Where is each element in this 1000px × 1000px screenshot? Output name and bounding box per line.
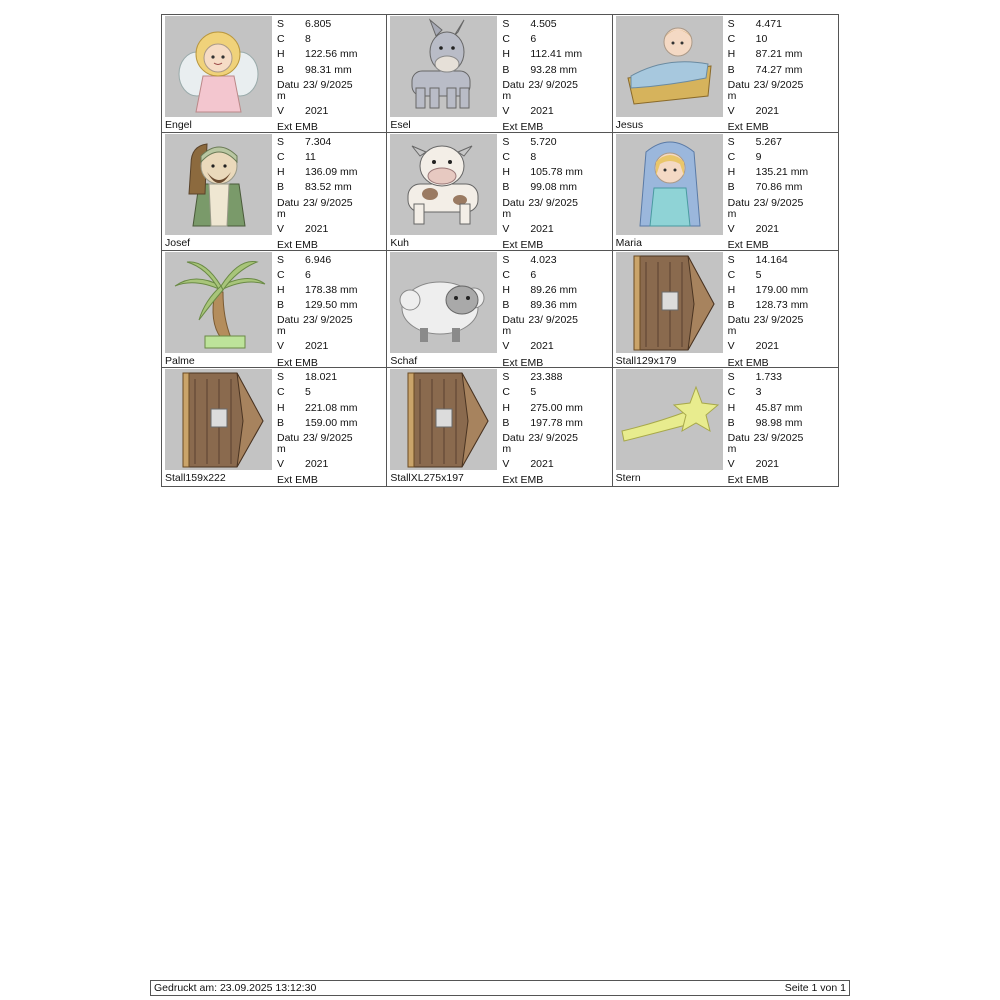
design-stats bbox=[502, 370, 609, 486]
extension-label: Ext bbox=[727, 474, 743, 486]
stitches-label: S bbox=[727, 371, 735, 384]
donkey-icon bbox=[390, 16, 497, 117]
date-label: Datum bbox=[502, 314, 525, 338]
width-value: 98.31 mm bbox=[305, 63, 352, 76]
design-stats bbox=[277, 253, 384, 369]
version-value: 2021 bbox=[305, 458, 329, 471]
design-thumbnail bbox=[390, 134, 497, 235]
stitches-label: S bbox=[502, 371, 510, 384]
width-label: B bbox=[727, 181, 735, 194]
design-card bbox=[387, 15, 612, 133]
design-name: Maria bbox=[615, 236, 642, 249]
colors-label: C bbox=[727, 386, 736, 399]
date-value: 23/ 9/2025 bbox=[753, 78, 804, 91]
extension-value: EMB bbox=[745, 121, 769, 133]
extension-value: EMB bbox=[520, 474, 544, 486]
width-label: B bbox=[727, 63, 735, 76]
design-name: Esel bbox=[390, 119, 411, 131]
height-value: 87.21 mm bbox=[755, 48, 803, 61]
width-value: 197.78 mm bbox=[530, 416, 583, 429]
colors-value: 8 bbox=[305, 33, 311, 46]
height-label: H bbox=[727, 401, 736, 414]
date-value: 23/ 9/2025 bbox=[528, 78, 578, 91]
width-label: B bbox=[502, 299, 510, 312]
date-label: Datum bbox=[502, 196, 525, 220]
height-value: 135.21 mm bbox=[755, 166, 809, 179]
stitches-label: S bbox=[727, 253, 735, 266]
stitches-value: 4.505 bbox=[530, 18, 557, 30]
stitches-label: S bbox=[277, 135, 285, 148]
width-value: 83.52 mm bbox=[305, 181, 352, 194]
design-grid bbox=[161, 14, 839, 487]
colors-label: C bbox=[502, 33, 510, 46]
design-thumbnail bbox=[616, 369, 723, 470]
design-name: Josef bbox=[165, 236, 191, 249]
extension-value: EMB bbox=[520, 121, 544, 133]
width-value: 70.86 mm bbox=[755, 181, 803, 194]
page-footer bbox=[150, 980, 850, 996]
version-value: 2021 bbox=[305, 340, 329, 353]
shooting-star-icon bbox=[616, 369, 723, 470]
stitches-label: S bbox=[277, 371, 285, 384]
width-label: B bbox=[727, 416, 735, 429]
extension-value: EMB bbox=[295, 474, 318, 486]
design-card bbox=[162, 251, 387, 369]
stitches-value: 7.304 bbox=[305, 135, 332, 148]
date-value: 23/ 9/2025 bbox=[303, 432, 353, 445]
design-name: Stall159x222 bbox=[165, 472, 226, 485]
design-name: Stall129x179 bbox=[615, 354, 677, 367]
date-value: 23/ 9/2025 bbox=[528, 314, 578, 327]
stitches-label: S bbox=[502, 135, 510, 148]
colors-label: C bbox=[277, 268, 285, 281]
stitches-label: S bbox=[277, 253, 285, 266]
extension-value: EMB bbox=[745, 356, 769, 369]
version-label: V bbox=[727, 340, 735, 353]
design-card bbox=[387, 251, 612, 369]
version-label: V bbox=[277, 340, 285, 353]
cow-icon bbox=[390, 134, 497, 235]
design-card bbox=[162, 133, 387, 251]
design-thumbnail bbox=[390, 369, 497, 470]
design-card bbox=[162, 15, 387, 133]
extension-label: Ext bbox=[502, 121, 518, 133]
colors-label: C bbox=[727, 268, 736, 281]
width-value: 129.50 mm bbox=[305, 299, 358, 312]
design-thumbnail bbox=[390, 16, 497, 117]
baby-jesus-icon bbox=[616, 16, 723, 117]
extension-label: Ext bbox=[277, 238, 293, 251]
version-label: V bbox=[727, 222, 735, 235]
extension-value: EMB bbox=[295, 356, 318, 369]
stitches-label: S bbox=[502, 18, 510, 30]
version-value: 2021 bbox=[755, 340, 780, 353]
version-value: 2021 bbox=[755, 104, 780, 117]
width-value: 93.28 mm bbox=[530, 63, 578, 76]
colors-label: C bbox=[502, 150, 510, 163]
design-stats bbox=[727, 370, 836, 486]
date-value: 23/ 9/2025 bbox=[303, 314, 353, 327]
colors-value: 6 bbox=[530, 33, 537, 46]
date-label: Datum bbox=[277, 432, 300, 456]
date-value: 23/ 9/2025 bbox=[528, 432, 578, 445]
version-label: V bbox=[277, 104, 285, 117]
date-label: Datum bbox=[727, 314, 750, 338]
width-label: B bbox=[502, 181, 510, 194]
version-label: V bbox=[502, 104, 510, 117]
design-card bbox=[613, 251, 838, 369]
colors-value: 5 bbox=[305, 386, 311, 399]
height-value: 122.56 mm bbox=[305, 48, 358, 61]
version-label: V bbox=[502, 222, 510, 235]
design-stats bbox=[727, 253, 836, 369]
stitches-value: 1.733 bbox=[755, 371, 782, 384]
colors-value: 8 bbox=[530, 150, 537, 163]
width-label: B bbox=[277, 63, 285, 76]
design-stats bbox=[502, 253, 609, 369]
version-value: 2021 bbox=[305, 222, 329, 235]
date-label: Datum bbox=[502, 432, 525, 456]
width-label: B bbox=[727, 299, 735, 312]
stitches-value: 6.946 bbox=[305, 253, 332, 266]
stitches-value: 5.720 bbox=[530, 135, 557, 148]
version-label: V bbox=[502, 340, 510, 353]
version-label: V bbox=[502, 458, 510, 471]
design-stats bbox=[502, 17, 609, 133]
extension-label: Ext bbox=[277, 356, 293, 369]
width-value: 98.98 mm bbox=[755, 416, 803, 429]
colors-value: 10 bbox=[755, 33, 768, 46]
height-value: 221.08 mm bbox=[305, 401, 358, 414]
design-thumbnail bbox=[165, 369, 272, 470]
height-label: H bbox=[502, 166, 510, 179]
design-name: StallXL275x197 bbox=[390, 472, 464, 485]
height-value: 89.26 mm bbox=[530, 283, 578, 296]
colors-value: 6 bbox=[530, 268, 537, 281]
design-stats bbox=[502, 135, 609, 251]
extension-value: EMB bbox=[295, 121, 318, 133]
height-value: 45.87 mm bbox=[755, 401, 803, 414]
extension-label: Ext bbox=[727, 356, 743, 369]
colors-label: C bbox=[502, 386, 510, 399]
width-value: 99.08 mm bbox=[530, 181, 578, 194]
design-name: Kuh bbox=[390, 236, 410, 249]
version-label: V bbox=[727, 104, 735, 117]
date-value: 23/ 9/2025 bbox=[753, 432, 804, 445]
height-label: H bbox=[277, 401, 285, 414]
page-number: Seite 1 von 1 bbox=[784, 982, 846, 994]
version-label: V bbox=[277, 222, 285, 235]
height-value: 179.00 mm bbox=[755, 283, 809, 296]
width-value: 89.36 mm bbox=[530, 299, 578, 312]
date-value: 23/ 9/2025 bbox=[753, 314, 804, 327]
height-value: 112.41 mm bbox=[530, 48, 583, 61]
stitches-label: S bbox=[502, 253, 510, 266]
stable-icon bbox=[616, 252, 723, 353]
design-card bbox=[613, 368, 838, 486]
date-label: Datum bbox=[727, 432, 750, 456]
extension-value: EMB bbox=[745, 238, 769, 251]
height-value: 105.78 mm bbox=[530, 166, 583, 179]
version-value: 2021 bbox=[530, 104, 554, 117]
colors-value: 5 bbox=[755, 268, 762, 281]
width-label: B bbox=[502, 63, 510, 76]
version-value: 2021 bbox=[530, 340, 554, 353]
date-value: 23/ 9/2025 bbox=[303, 78, 353, 91]
height-label: H bbox=[727, 48, 736, 61]
mary-icon bbox=[616, 134, 723, 235]
width-value: 128.73 mm bbox=[755, 299, 809, 312]
stitches-value: 4.471 bbox=[755, 18, 782, 30]
stitches-value: 5.267 bbox=[755, 135, 782, 148]
design-name: Schaf bbox=[390, 354, 418, 367]
version-value: 2021 bbox=[305, 104, 329, 117]
height-label: H bbox=[502, 283, 510, 296]
palm-tree-icon bbox=[165, 252, 272, 353]
date-label: Datum bbox=[277, 314, 300, 338]
angel-icon bbox=[165, 16, 272, 117]
colors-value: 9 bbox=[755, 150, 762, 163]
stitches-value: 18.021 bbox=[305, 371, 338, 384]
colors-label: C bbox=[277, 150, 285, 163]
design-thumbnail bbox=[165, 134, 272, 235]
design-card bbox=[162, 368, 387, 486]
extension-label: Ext bbox=[502, 238, 518, 251]
width-label: B bbox=[277, 416, 285, 429]
colors-value: 3 bbox=[755, 386, 762, 399]
design-stats bbox=[727, 17, 836, 133]
design-thumbnail bbox=[616, 16, 723, 117]
printed-timestamp: Gedruckt am: 23.09.2025 13:12:30 bbox=[154, 982, 317, 994]
height-label: H bbox=[727, 166, 736, 179]
design-name: Jesus bbox=[615, 119, 644, 131]
stable-icon bbox=[390, 369, 497, 470]
extension-label: Ext bbox=[727, 121, 743, 133]
height-label: H bbox=[502, 48, 510, 61]
width-label: B bbox=[277, 299, 285, 312]
design-stats bbox=[277, 370, 384, 486]
date-label: Datum bbox=[727, 78, 750, 102]
stitches-label: S bbox=[727, 135, 735, 148]
extension-value: EMB bbox=[745, 474, 769, 486]
stitches-value: 14.164 bbox=[755, 253, 788, 266]
design-name: Stern bbox=[615, 472, 641, 485]
height-label: H bbox=[277, 283, 285, 296]
design-stats bbox=[277, 135, 384, 251]
width-value: 159.00 mm bbox=[305, 416, 358, 429]
extension-label: Ext bbox=[727, 238, 743, 251]
colors-label: C bbox=[502, 268, 510, 281]
date-label: Datum bbox=[277, 196, 300, 220]
colors-label: C bbox=[277, 33, 285, 46]
design-thumbnail bbox=[616, 134, 723, 235]
date-value: 23/ 9/2025 bbox=[753, 196, 804, 209]
version-label: V bbox=[727, 458, 735, 471]
colors-value: 11 bbox=[305, 150, 316, 163]
extension-label: Ext bbox=[277, 121, 293, 133]
version-value: 2021 bbox=[530, 222, 554, 235]
height-value: 275.00 mm bbox=[530, 401, 583, 414]
extension-value: EMB bbox=[520, 356, 544, 369]
height-label: H bbox=[727, 283, 736, 296]
stitches-label: S bbox=[277, 18, 285, 30]
design-name: Palme bbox=[165, 354, 195, 367]
stitches-value: 4.023 bbox=[530, 253, 557, 266]
stitches-value: 6.805 bbox=[305, 18, 332, 30]
version-value: 2021 bbox=[755, 222, 780, 235]
colors-value: 6 bbox=[305, 268, 311, 281]
design-stats bbox=[727, 135, 836, 251]
height-label: H bbox=[277, 48, 285, 61]
joseph-icon bbox=[165, 134, 272, 235]
height-label: H bbox=[502, 401, 510, 414]
date-value: 23/ 9/2025 bbox=[303, 196, 353, 209]
height-value: 136.09 mm bbox=[305, 166, 358, 179]
design-name: Engel bbox=[165, 119, 192, 131]
design-thumbnail bbox=[165, 16, 272, 117]
colors-label: C bbox=[727, 150, 736, 163]
design-thumbnail bbox=[165, 252, 272, 353]
width-label: B bbox=[277, 181, 285, 194]
colors-value: 5 bbox=[530, 386, 537, 399]
extension-label: Ext bbox=[277, 474, 293, 486]
design-stats bbox=[277, 17, 384, 133]
extension-label: Ext bbox=[502, 356, 518, 369]
design-card bbox=[387, 133, 612, 251]
design-thumbnail bbox=[616, 252, 723, 353]
version-value: 2021 bbox=[530, 458, 554, 471]
version-value: 2021 bbox=[755, 458, 780, 471]
extension-label: Ext bbox=[502, 474, 518, 486]
width-label: B bbox=[502, 416, 510, 429]
width-value: 74.27 mm bbox=[755, 63, 803, 76]
colors-label: C bbox=[277, 386, 285, 399]
design-card bbox=[387, 368, 612, 486]
sheep-icon bbox=[390, 252, 497, 353]
date-label: Datum bbox=[502, 78, 525, 102]
date-label: Datum bbox=[277, 78, 300, 102]
extension-value: EMB bbox=[295, 238, 318, 251]
design-thumbnail bbox=[390, 252, 497, 353]
version-label: V bbox=[277, 458, 285, 471]
design-card bbox=[613, 15, 838, 133]
stitches-label: S bbox=[727, 18, 735, 30]
colors-label: C bbox=[727, 33, 736, 46]
height-value: 178.38 mm bbox=[305, 283, 358, 296]
date-value: 23/ 9/2025 bbox=[528, 196, 578, 209]
height-label: H bbox=[277, 166, 285, 179]
stitches-value: 23.388 bbox=[530, 371, 563, 384]
extension-value: EMB bbox=[520, 238, 544, 251]
stable-icon bbox=[165, 369, 272, 470]
design-card bbox=[613, 133, 838, 251]
date-label: Datum bbox=[727, 196, 750, 220]
